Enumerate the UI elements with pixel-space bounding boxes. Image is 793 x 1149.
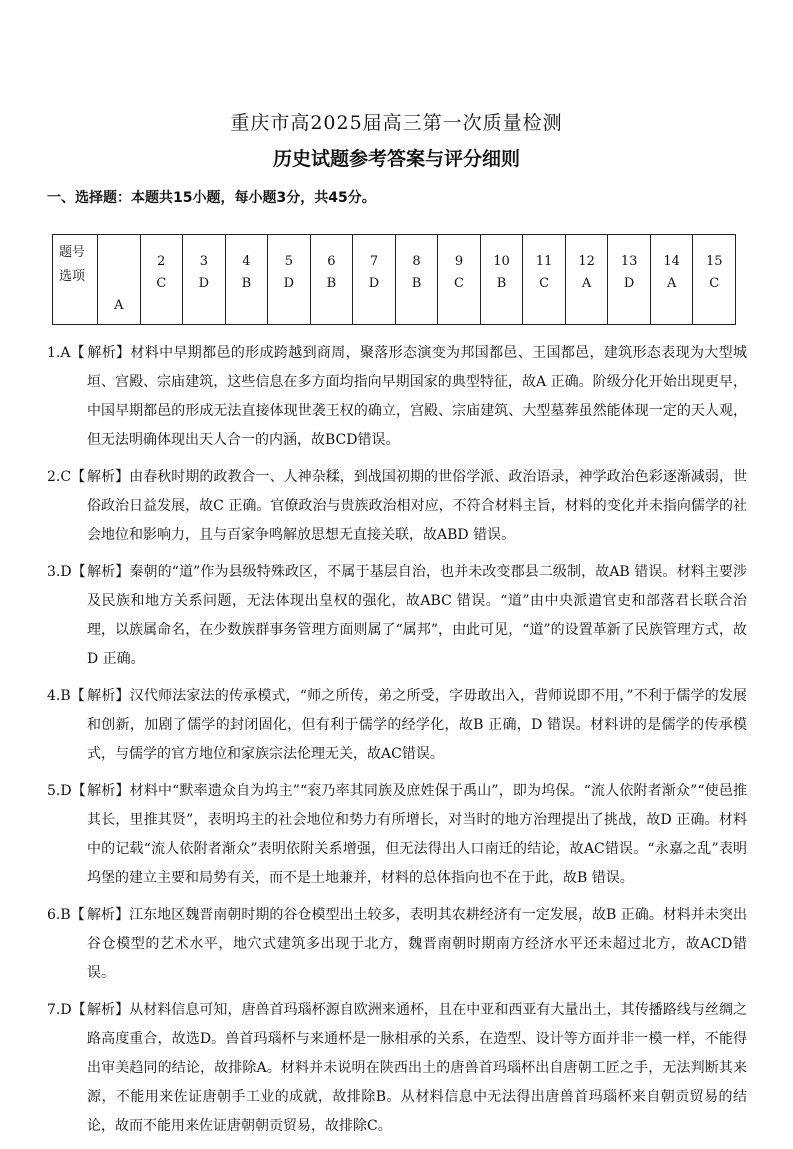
question-number: 3 bbox=[199, 254, 208, 269]
page-subtitle: 历史试题参考答案与评分细则 bbox=[272, 148, 520, 170]
question-number: 2 bbox=[157, 254, 166, 269]
answer-table-header-cell bbox=[53, 235, 98, 325]
question-number: 9 bbox=[454, 254, 464, 269]
question-number: 7 bbox=[369, 254, 379, 269]
row-label-question: 题号 bbox=[59, 245, 86, 260]
answer-item-label: 3.D【 bbox=[47, 564, 86, 580]
answer-item bbox=[47, 339, 747, 455]
answer-item-label: 7.D【 bbox=[47, 1002, 86, 1018]
answer-cell bbox=[565, 235, 608, 325]
question-number: 8 bbox=[412, 254, 421, 269]
answer-cell bbox=[395, 235, 438, 325]
answer-letter: A bbox=[114, 298, 124, 313]
answer-letter: D bbox=[368, 276, 380, 291]
row-label-option: 选项 bbox=[59, 269, 86, 284]
answer-item-text: 解析】材料中“默率遗众自为坞主”“衮乃率其同族及庶姓保于禹山”，即为坞保。“流人依附者渐众”“使邑推其长，里推其贤”，表明坞主的社会地位和势力有所增长，对当时的地方治理提出了挑战，故D 正确。材料中的记载“流人依附者渐众”表明依附关系增强，但无法得出人口南迁的结论，故AC错误。“永嘉之乱”表明坞堡的建立主要和局势有关，而不是土地兼并，材料的总体指向也不在于此，故B 错误。 bbox=[87, 783, 747, 886]
section-heading: 一、选择题：本题共15小题，每小题3分，共45分。 bbox=[47, 190, 376, 206]
answer-item-label: 4.B【 bbox=[47, 688, 85, 704]
answer-item bbox=[47, 463, 747, 550]
answer-letter: C bbox=[539, 276, 550, 291]
page-title: 重庆市高2025届高三第一次质量检测 bbox=[230, 112, 563, 134]
answer-cell bbox=[268, 235, 311, 325]
answer-cell bbox=[225, 235, 268, 325]
answer-cell bbox=[140, 235, 183, 325]
answer-item-label: 2.C【 bbox=[47, 469, 86, 485]
answer-item-text: 解析】由春秋时期的政教合一、人神杂糅，到战国初期的世俗学派、政治语录，神学政治色彩逐渐减弱，世俗政治日益发展，故C 正确。官僚政治与贵族政治相对应，不符合材料主旨，材料的变化并未指向儒学的社会地位和影响力，且与百家争鸣解放思想无直接关联，故ABD 错误。 bbox=[87, 469, 747, 543]
answer-letter: A bbox=[666, 276, 677, 291]
answer-item bbox=[47, 901, 747, 988]
answer-table bbox=[52, 234, 736, 325]
answer-letter: B bbox=[496, 276, 507, 291]
answer-letter: C bbox=[709, 276, 720, 291]
answer-item-text: 解析】从材料信息可知，唐兽首玛瑙杯源自欧洲来通杯，且在中亚和西亚有大量出土，其传播路线与丝绸之路高度重合，故选D。兽首玛瑙杯与来通杯是一脉相承的关系，在造型、设计等方面并非一模一样，不能得出审美趋同的结论，故排除A。材料并未说明在陕西出土的唐兽首玛瑙杯出自唐朝工匠之手，无法判断其来源，不能用来佐证唐朝手工业的成就，故排除B。从材料信息中无法得出唐兽首玛瑙杯来自朝贡贸易的结论，故而不能用来佐证唐朝朝贡贸易，故排除C。 bbox=[87, 1002, 747, 1134]
answer-item-text: 解析】秦朝的“道”作为县级特殊政区，不属于基层自治，也并未改变郡县二级制，故AB 错误。材料主要涉及民族和地方关系问题，无法体现出皇权的强化，故ABC 错误。“道”由中央派遣官吏和部落君长联合治理，以族属命名，在少数族群事务管理方面则属了“属邦”，由此可见，“道”的设置革新了民族管理方式，故D 正确。 bbox=[87, 564, 747, 667]
question-number: 10 bbox=[493, 254, 510, 269]
answer-cell bbox=[608, 235, 651, 325]
answer-letter: C bbox=[454, 276, 464, 291]
question-number: 12 bbox=[578, 254, 595, 269]
question-number: 4 bbox=[242, 254, 251, 269]
answer-item-label: 5.D【 bbox=[47, 783, 86, 799]
answer-explanations bbox=[47, 339, 747, 1149]
answer-letter: D bbox=[623, 276, 635, 291]
answer-letter: B bbox=[326, 276, 337, 291]
answer-cell bbox=[353, 235, 396, 325]
answer-cell bbox=[183, 235, 226, 325]
answer-item-label: 6.B【 bbox=[47, 907, 85, 923]
answer-item-text: 解析】汉代师法家法的传承模式，“师之所传，弟之所受，字毋敢出入，背师说即不用，”不利于儒学的发展和创新，加剧了儒学的封闭固化，但有利于儒学的经学化，故B 正确，D 错误。材料讲的是儒学的传承模式，与儒学的官方地位和家族宗法伦理无关，故AC错误。 bbox=[87, 688, 747, 762]
question-number: 5 bbox=[284, 254, 294, 269]
answer-item bbox=[47, 558, 747, 674]
answer-letter: B bbox=[241, 276, 252, 291]
answer-cell bbox=[523, 235, 566, 325]
answer-letter: D bbox=[283, 276, 295, 291]
answer-cell bbox=[310, 235, 353, 325]
answer-item bbox=[47, 996, 747, 1141]
question-number: 13 bbox=[620, 254, 638, 269]
answer-item bbox=[47, 682, 747, 769]
question-number: 15 bbox=[705, 254, 723, 269]
answer-item-text: 解析】材料中早期都邑的形成跨越到商周，聚落形态演变为邦国都邑、王国都邑，建筑形态表现为大型城垣、宫殿、宗庙建筑，这些信息在多方面均指向早期国家的典型特征，故A 正确。阶级分化开始出现更早，中国早期都邑的形成无法直接体现世袭王权的确立，宫殿、宗庙建筑、大型墓葬虽然能体现一定的天人观，但无法明确体现出天人合一的内涵，故BCD错误。 bbox=[87, 345, 747, 448]
question-number: 11 bbox=[535, 254, 553, 269]
answer-item-text: 解析】江东地区魏晋南朝时期的谷仓模型出土较多，表明其农耕经济有一定发展，故B 正确。材料并未突出谷仓模型的艺术水平，地穴式建筑多出现于北方，魏晋南朝时期南方经济水平还未超过北方，故ACD错误。 bbox=[87, 907, 747, 981]
answer-cell bbox=[480, 235, 523, 325]
answer-item-label: 1.A【 bbox=[47, 345, 85, 361]
answer-letter: C bbox=[156, 276, 167, 291]
answer-letter: A bbox=[581, 276, 592, 291]
answer-cell bbox=[438, 235, 481, 325]
question-number: 6 bbox=[327, 254, 336, 269]
answer-letter: D bbox=[198, 276, 210, 291]
answer-cell bbox=[98, 235, 141, 325]
answer-cell bbox=[650, 235, 693, 325]
question-number: 14 bbox=[663, 254, 680, 269]
answer-item bbox=[47, 777, 747, 893]
answer-cell bbox=[693, 235, 736, 325]
answer-letter: B bbox=[411, 276, 422, 291]
answer-table-row bbox=[53, 235, 736, 325]
